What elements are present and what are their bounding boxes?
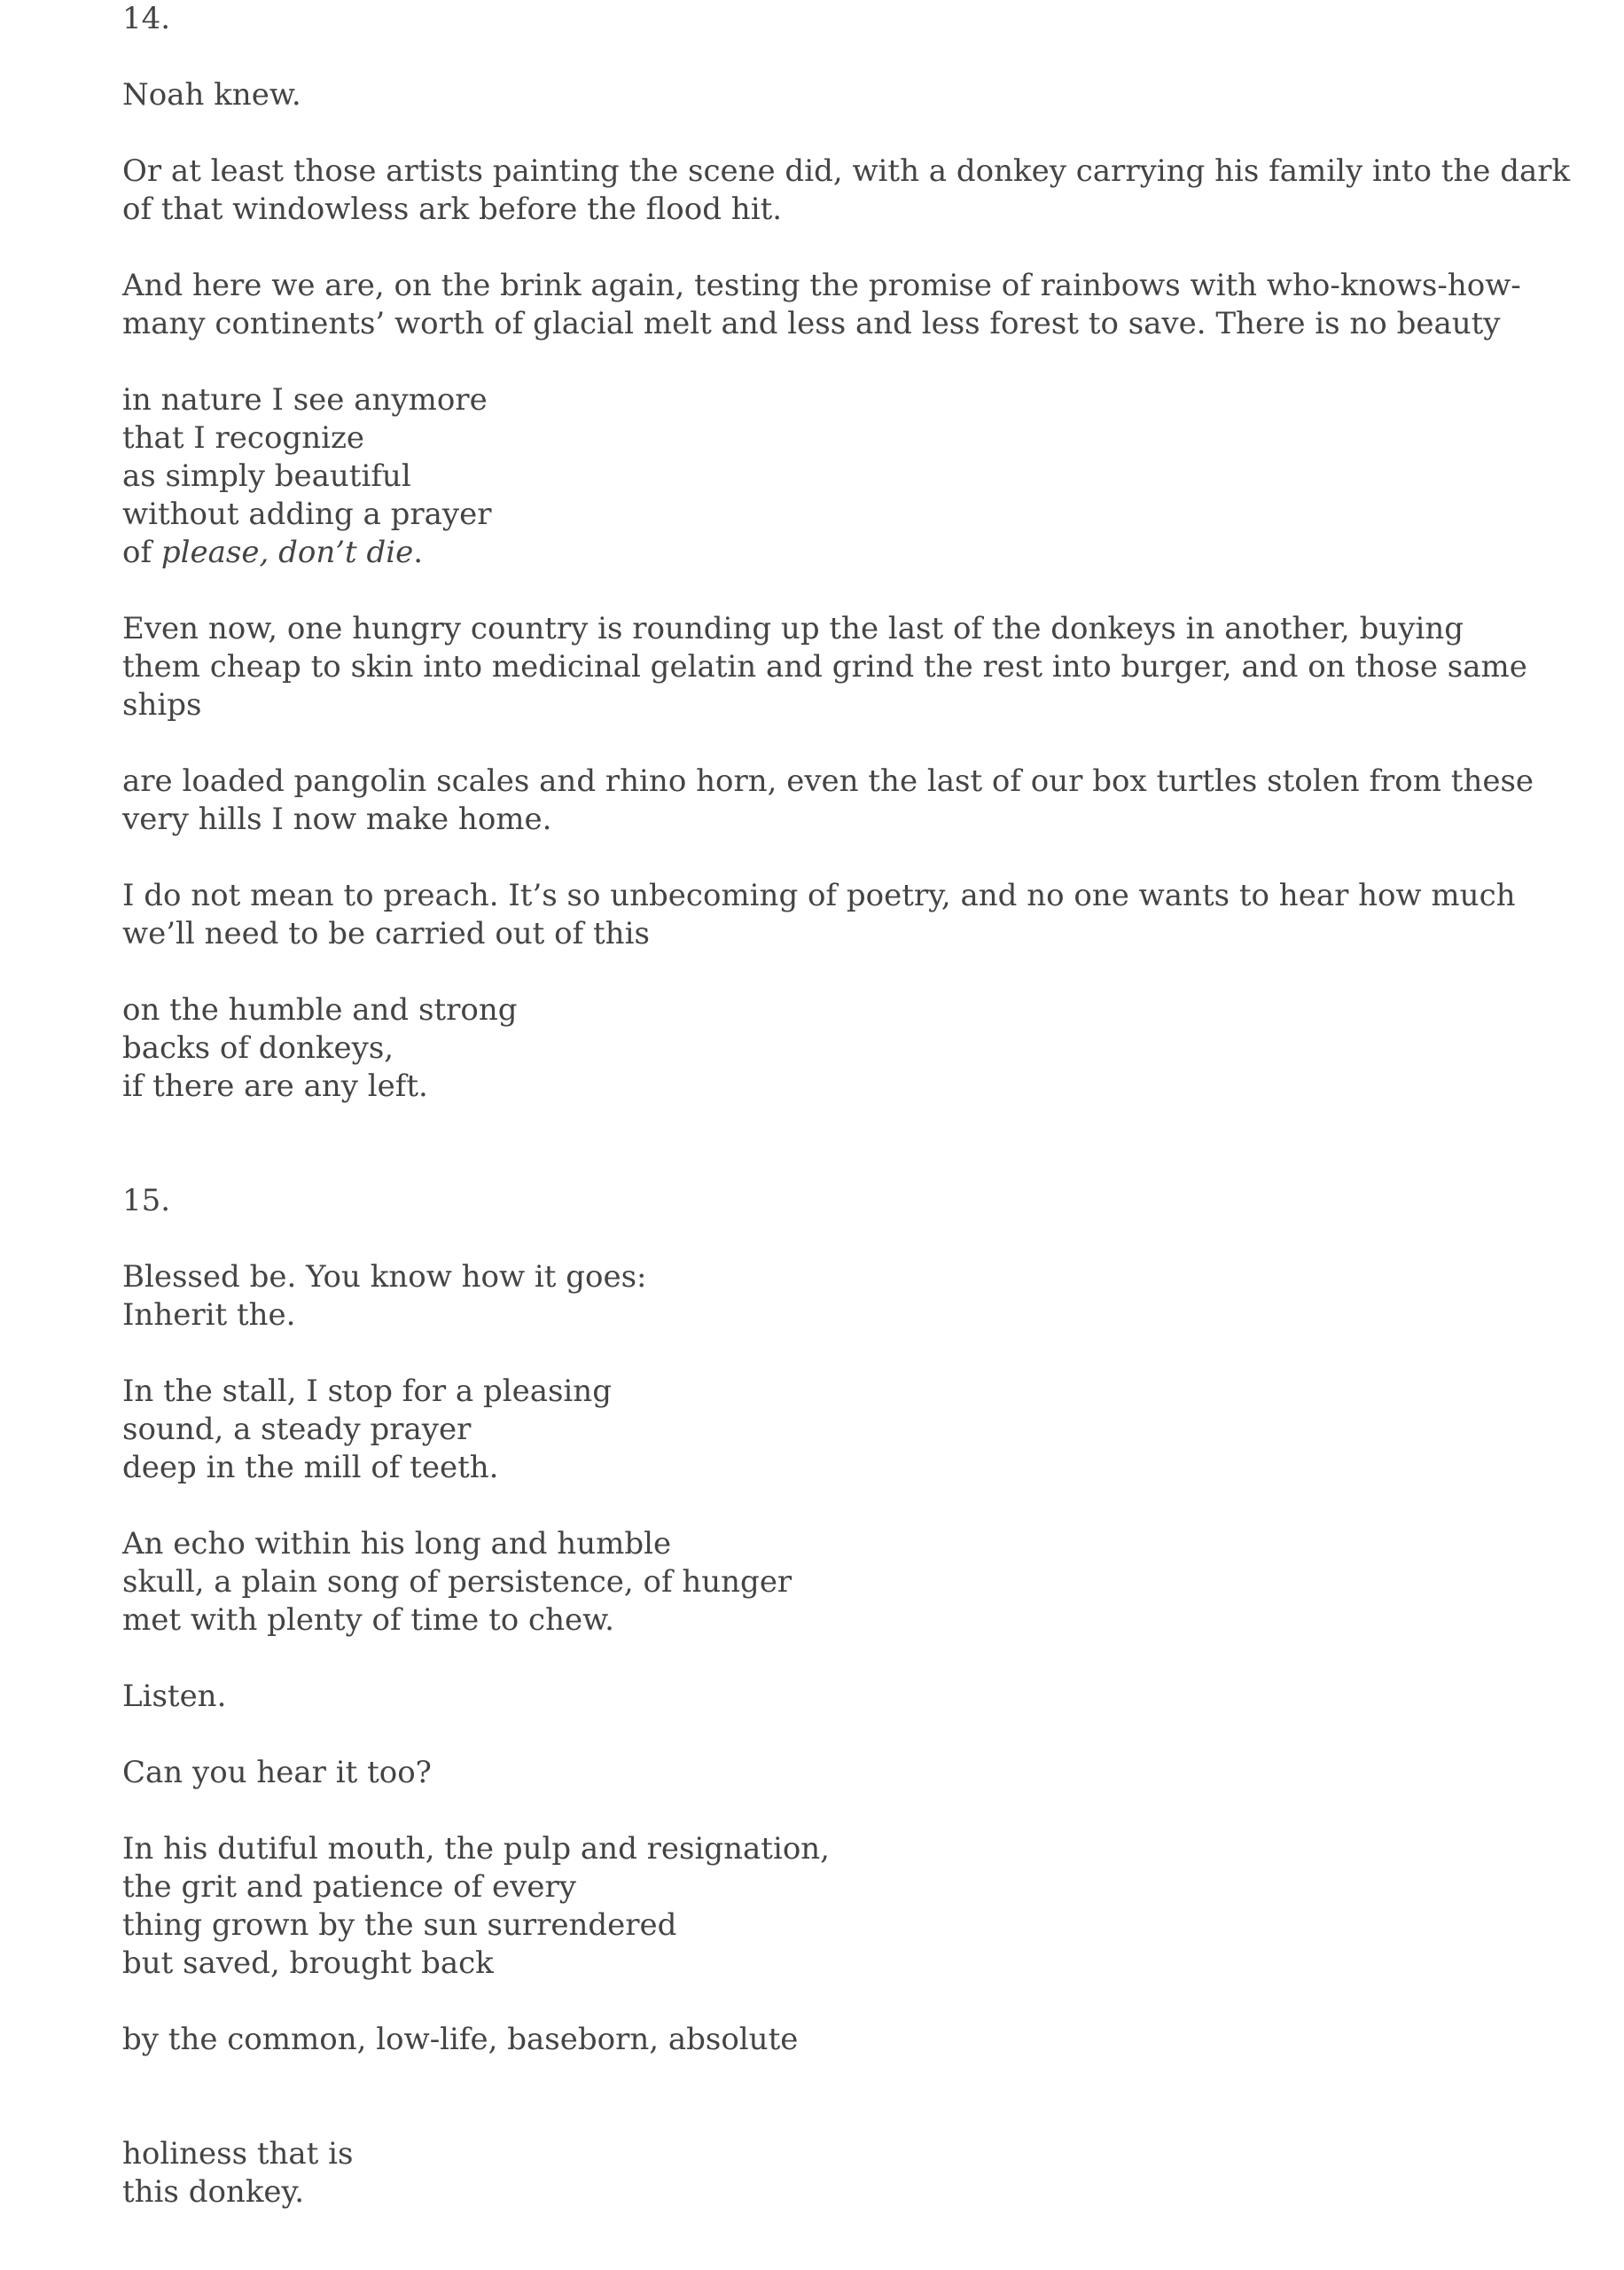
stanza xyxy=(122,1373,1505,1487)
poem-line: skull, a plain song of persistence, of hunger xyxy=(122,1564,792,1600)
stanza xyxy=(122,381,1505,572)
poem-line: Can you hear it too? xyxy=(122,1755,432,1790)
poem-line: them cheap to skin into medicinal gelatin and grind the rest into burger, and on those same xyxy=(122,649,1527,685)
poem-column xyxy=(122,0,1571,2211)
prayer-prefix: of xyxy=(122,535,161,570)
stanza xyxy=(122,267,1521,343)
stanza xyxy=(122,763,1534,839)
poem-line: Listen. xyxy=(122,1679,227,1714)
stanza xyxy=(122,877,1516,953)
section-number: 15. xyxy=(122,1183,171,1218)
poem-line: holiness that is xyxy=(122,2136,354,2172)
poem-line: deep in the mill of teeth. xyxy=(122,1450,499,1485)
poem-line: in nature I see anymore xyxy=(122,382,488,418)
stanza xyxy=(122,153,1571,229)
stanza xyxy=(122,1754,1505,1792)
poem-line: we’ll need to be carried out of this xyxy=(122,916,650,951)
poem-line: many continents’ worth of glacial melt and less and less forest to save. There is no beauty xyxy=(122,306,1501,341)
stanza xyxy=(122,991,1505,1106)
poem-line: if there are any left. xyxy=(122,1068,428,1104)
poem-line: by the common, low-life, baseborn, absolute xyxy=(122,2022,799,2057)
poem-line: backs of donkeys, xyxy=(122,1030,394,1066)
poem-line: but saved, brought back xyxy=(122,1945,494,1981)
poem-line: sound, a steady prayer xyxy=(122,1412,472,1447)
poem-line: Or at least those artists painting the scene did, with a donkey carrying his family into the dark xyxy=(122,153,1571,189)
poem-line: In the stall, I stop for a pleasing xyxy=(122,1374,612,1409)
poem-line-prayer xyxy=(122,534,1505,572)
poem-line: the grit and patience of every xyxy=(122,1869,576,1905)
section-14 xyxy=(122,0,1571,1106)
poem-line: In his dutiful mouth, the pulp and resignation, xyxy=(122,1831,830,1867)
section-number: 14. xyxy=(122,1,171,36)
poem-line: Blessed be. You know how it goes: xyxy=(122,1259,647,1295)
poem-line: Even now, one hungry country is rounding up the last of the donkeys in another, buying xyxy=(122,611,1464,646)
poem-line: are loaded pangolin scales and rhino horn, even the last of our box turtles stolen from these xyxy=(122,763,1534,799)
section-15 xyxy=(122,1182,1505,2211)
poem-line: of that windowless ark before the flood hit. xyxy=(122,192,783,227)
stanza xyxy=(122,2021,1505,2059)
poem-line: on the humble and strong xyxy=(122,992,518,1028)
poem-line: I do not mean to preach. It’s so unbecoming of poetry, and no one wants to hear how much xyxy=(122,878,1516,913)
poem-line: And here we are, on the brink again, testing the promise of rainbows with who-knows-how- xyxy=(122,268,1521,303)
stanza xyxy=(122,1678,1505,1716)
prayer-suffix: . xyxy=(413,535,424,570)
poem-line: An echo within his long and humble xyxy=(122,1526,672,1562)
poem-line: that I recognize xyxy=(122,420,364,456)
stanza xyxy=(122,2135,1505,2211)
poem-line: met with plenty of time to chew. xyxy=(122,1602,614,1638)
poem-line: this donkey. xyxy=(122,2174,305,2210)
poem-line: Inherit the. xyxy=(122,1297,296,1333)
poem-line: thing grown by the sun surrendered xyxy=(122,1907,677,1943)
poem-line: ships xyxy=(122,687,202,723)
poem-line: as simply beautiful xyxy=(122,458,411,494)
poem-line: without adding a prayer xyxy=(122,497,492,532)
stanza xyxy=(122,1258,1505,1335)
stanza xyxy=(122,610,1527,724)
stanza xyxy=(122,1525,1505,1640)
poem-line: very hills I now make home. xyxy=(122,802,552,837)
poem-line: Noah knew. xyxy=(122,77,301,113)
prayer-italic: please, don’t die xyxy=(160,535,414,570)
stanza xyxy=(122,1830,1505,1983)
stanza xyxy=(122,76,1505,114)
